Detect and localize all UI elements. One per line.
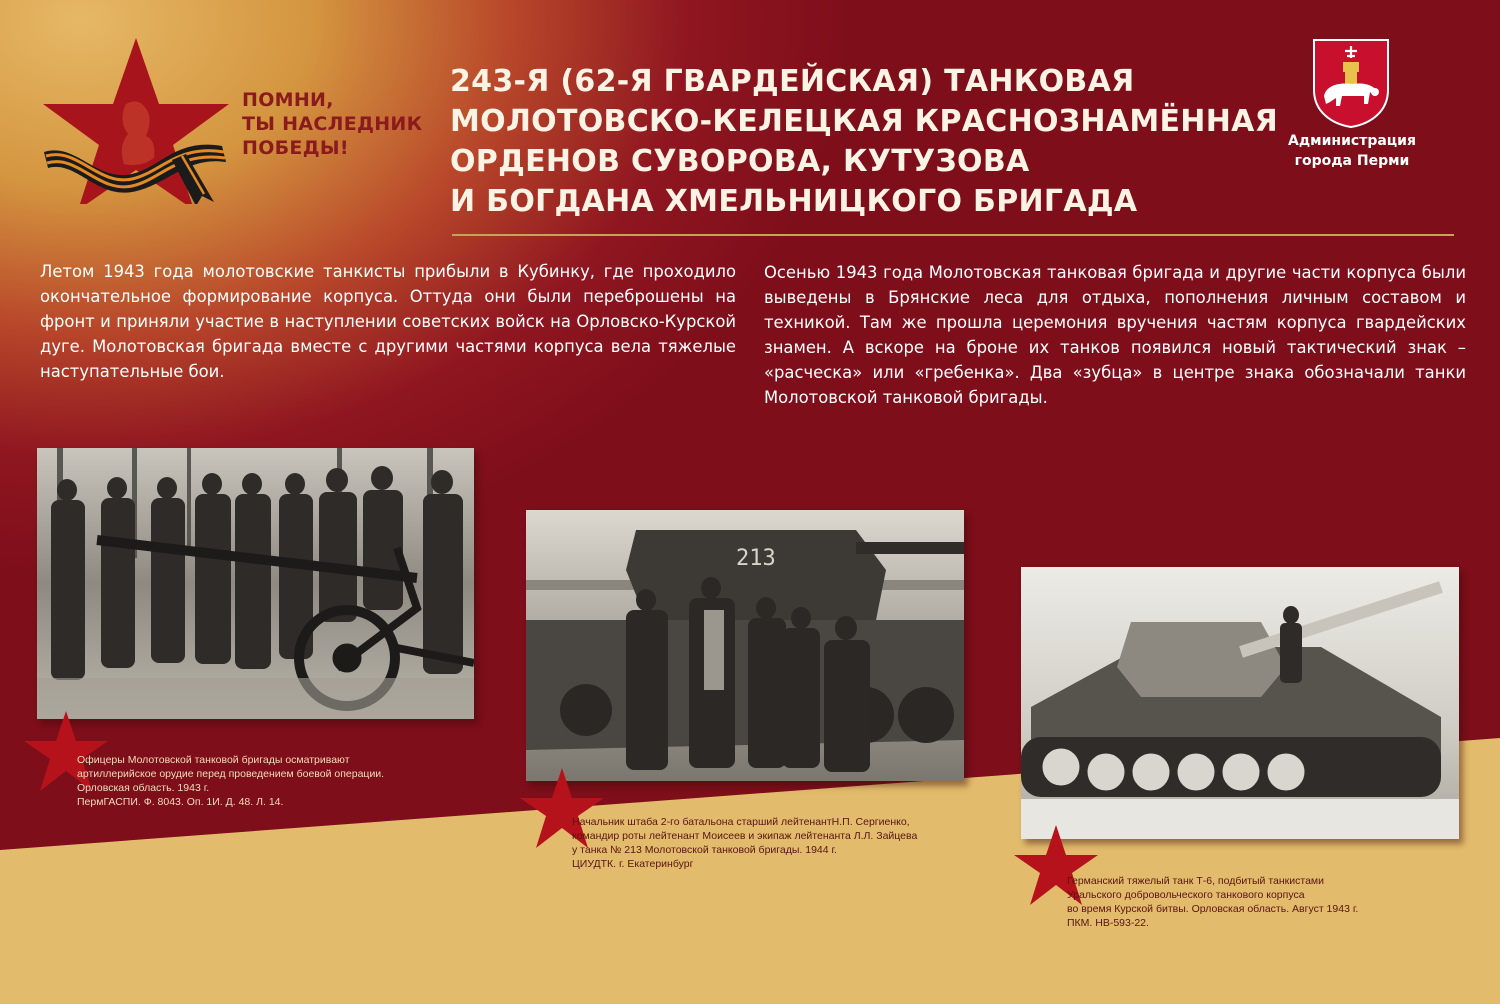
text-column-right: Осенью 1943 года Молотовская танковая бригада и другие части корпуса были выведены в Брянские леса для отдыха, пополнения личным составом и техникой. Там же прошла церемония вручения частям корпуса гвардейских знамен. А вскоре на броне их танков появился новый тактический знак – «расческа» или «гребенка». Два «зубца» в центре знака обозначали танки Молотовской танковой бригады. bbox=[764, 263, 1466, 407]
slogan-line: ПОБЕДЫ! bbox=[242, 137, 349, 159]
administration-line: города Перми bbox=[1294, 153, 1410, 169]
photo-tank-213 bbox=[526, 510, 964, 781]
caption-photo-1 bbox=[77, 753, 384, 809]
caption-line: Германский тяжелый танк Т-6, подбитый танкистами bbox=[1067, 875, 1324, 887]
title-line: МОЛОТОВСКО-КЕЛЕЦКАЯ КРАСНОЗНАМЁННАЯ bbox=[450, 104, 1279, 139]
slogan-line: ПОМНИ, bbox=[242, 89, 334, 111]
caption-line: ПКМ. НВ-593-22. bbox=[1067, 917, 1149, 929]
perm-coat-of-arms-icon bbox=[1312, 38, 1390, 128]
title-line: ОРДЕНОВ СУВОРОВА, КУТУЗОВА bbox=[450, 144, 1030, 179]
page-title bbox=[450, 62, 1300, 222]
title-line: 243-Я (62-Я ГВАРДЕЙСКАЯ) ТАНКОВАЯ bbox=[450, 64, 1135, 99]
caption-line: командир роты лейтенант Моисеев и экипаж лейтенанта Л.Л. Зайцева bbox=[572, 830, 918, 842]
caption-line: во время Курской битвы. Орловская область. Август 1943 г. bbox=[1067, 903, 1359, 915]
slogan-line: ТЫ НАСЛЕДНИК bbox=[242, 113, 423, 135]
text-column-left: Летом 1943 года молотовские танкисты прибыли в Кубинку, где проходило окончательное формирование корпуса. Оттуда они были переброшены на фронт и приняли участие в наступлении советских войск на Орловско-Курской дуге. Молотовская бригада вместе с другими частями корпуса вела тяжелые наступательные бои. bbox=[40, 262, 736, 381]
caption-line: ЦИУДТК. г. Екатеринбург bbox=[572, 858, 694, 870]
victory-star-emblem bbox=[36, 34, 236, 204]
caption-line: артиллерийское орудие перед проведением боевой операции. bbox=[77, 768, 385, 780]
administration-line: Администрация bbox=[1288, 133, 1416, 149]
caption-line: Уральского добровольческого танкового корпуса bbox=[1067, 889, 1305, 901]
caption-line: Офицеры Молотовской танковой бригады осматривают bbox=[77, 754, 350, 766]
photo-officers-gun bbox=[37, 448, 474, 719]
caption-line: Орловская область. 1943 г. bbox=[77, 782, 210, 794]
photo-tiger-tank bbox=[1021, 567, 1459, 839]
caption-line: Начальник штаба 2-го батальона старший лейтенантН.П. Сергиенко, bbox=[572, 816, 910, 828]
caption-line: у танка № 213 Молотовской танковой бригады. 1944 г. bbox=[572, 844, 837, 856]
title-line: И БОГДАНА ХМЕЛЬНИЦКОГО БРИГАДА bbox=[450, 184, 1138, 219]
slogan bbox=[242, 88, 442, 160]
title-divider bbox=[452, 234, 1454, 236]
tank-number: 213 bbox=[736, 546, 776, 571]
caption-photo-2 bbox=[572, 815, 917, 871]
caption-photo-3 bbox=[1067, 874, 1358, 930]
administration-label bbox=[1282, 131, 1422, 171]
caption-line: ПермГАСПИ. Ф. 8043. Оп. 1И. Д. 48. Л. 14. bbox=[77, 796, 284, 808]
